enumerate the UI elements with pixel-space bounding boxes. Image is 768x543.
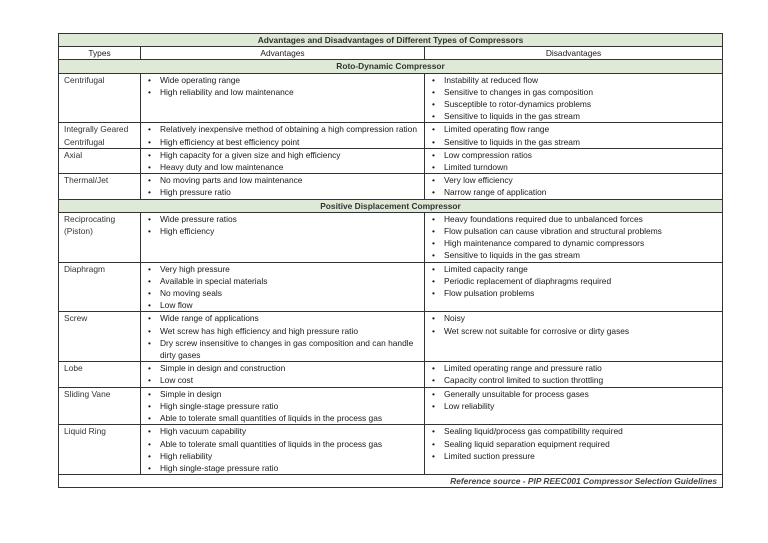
- advantage-item: • Able to tolerate small quantities of liquids in the process gas: [146, 438, 419, 450]
- table-row: [59, 262, 723, 312]
- compressor-type: Liquid Ring: [59, 425, 141, 475]
- disadvantage-item: • Sealing liquid/process gas compatibility required: [430, 425, 717, 437]
- compressor-type: Sliding Vane: [59, 387, 141, 425]
- footer-row: [59, 475, 723, 488]
- advantage-item: • High single-stage pressure ratio: [146, 462, 419, 474]
- advantages-cell: [141, 262, 425, 312]
- advantages-list: [146, 425, 419, 474]
- disadvantages-list: [430, 362, 717, 386]
- compressor-type: Reciprocating (Piston): [59, 212, 141, 262]
- disadvantages-cell: [425, 262, 723, 312]
- advantages-list: [146, 213, 419, 237]
- advantage-item: • High single-stage pressure ratio: [146, 400, 419, 412]
- disadvantage-item: • Limited operating range and pressure ratio: [430, 362, 717, 374]
- disadvantage-item: • Limited operating flow range: [430, 123, 717, 135]
- advantages-cell: [141, 212, 425, 262]
- compressor-type: Lobe: [59, 362, 141, 387]
- disadvantage-item: • Wet screw not suitable for corrosive or dirty gases: [430, 325, 717, 337]
- disadvantage-item: • Sensitive to liquids in the gas stream: [430, 249, 717, 261]
- disadvantages-list: [430, 123, 717, 147]
- disadvantages-cell: [425, 362, 723, 387]
- disadvantage-item: • Instability at reduced flow: [430, 74, 717, 86]
- advantages-cell: [141, 362, 425, 387]
- advantage-item: • No moving seals: [146, 287, 419, 299]
- reference-source: Reference source - PIP REEC001 Compressor Selection Guidelines: [59, 475, 723, 488]
- advantage-item: • High pressure ratio: [146, 186, 419, 198]
- section-row: [59, 60, 723, 73]
- table-row: [59, 425, 723, 475]
- table-row: [59, 148, 723, 173]
- advantage-item: • Wet screw has high efficiency and high pressure ratio: [146, 325, 419, 337]
- compressor-type: Integrally Geared Centrifugal: [59, 123, 141, 148]
- advantages-list: [146, 263, 419, 312]
- disadvantages-cell: [425, 212, 723, 262]
- advantage-item: • Wide operating range: [146, 74, 419, 86]
- section-title: Positive Displacement Compressor: [59, 199, 723, 212]
- disadvantage-item: • Heavy foundations required due to unbalanced forces: [430, 213, 717, 225]
- disadvantages-list: [430, 388, 717, 412]
- disadvantages-list: [430, 425, 717, 462]
- advantages-list: [146, 74, 419, 98]
- compressor-type: Centrifugal: [59, 73, 141, 123]
- disadvantage-item: • Susceptible to rotor-dynamics problems: [430, 98, 717, 110]
- disadvantages-list: [430, 74, 717, 123]
- advantage-item: • Simple in design and construction: [146, 362, 419, 374]
- advantage-item: • High capacity for a given size and high efficiency: [146, 149, 419, 161]
- table-row: [59, 312, 723, 362]
- disadvantages-list: [430, 213, 717, 262]
- disadvantage-item: • Generally unsuitable for process gases: [430, 388, 717, 400]
- disadvantage-item: • Sensitive to liquids in the gas stream: [430, 136, 717, 148]
- disadvantages-cell: [425, 73, 723, 123]
- disadvantage-item: • Narrow range of application: [430, 186, 717, 198]
- disadvantage-item: • Sensitive to liquids in the gas stream: [430, 110, 717, 122]
- advantage-item: • Able to tolerate small quantities of liquids in the process gas: [146, 412, 419, 424]
- compressor-type: Screw: [59, 312, 141, 362]
- disadvantage-item: • Limited suction pressure: [430, 450, 717, 462]
- advantage-item: • Wide range of applications: [146, 312, 419, 324]
- advantage-item: • High efficiency: [146, 225, 419, 237]
- compressor-type: Diaphragm: [59, 262, 141, 312]
- advantages-list: [146, 362, 419, 386]
- comparison-sheet: [58, 33, 722, 488]
- disadvantages-cell: [425, 148, 723, 173]
- advantage-item: • High reliability: [146, 450, 419, 462]
- advantages-list: [146, 123, 419, 147]
- compressor-type: Axial: [59, 148, 141, 173]
- disadvantage-item: • Very low efficiency: [430, 174, 717, 186]
- advantage-item: • Available in special materials: [146, 275, 419, 287]
- advantages-cell: [141, 387, 425, 425]
- disadvantages-cell: [425, 123, 723, 148]
- table-row: [59, 212, 723, 262]
- disadvantage-item: • Periodic replacement of diaphragms required: [430, 275, 717, 287]
- disadvantage-item: • High maintenance compared to dynamic compressors: [430, 237, 717, 249]
- disadvantages-cell: [425, 312, 723, 362]
- table-title: Advantages and Disadvantages of Different Types of Compressors: [59, 34, 723, 47]
- advantages-cell: [141, 148, 425, 173]
- column-header-advantages: Advantages: [141, 47, 425, 60]
- disadvantage-item: • Limited turndown: [430, 161, 717, 173]
- disadvantage-item: • Limited capacity range: [430, 263, 717, 275]
- disadvantage-item: • Capacity control limited to suction throttling: [430, 374, 717, 386]
- advantage-item: • No moving parts and low maintenance: [146, 174, 419, 186]
- advantage-item: • Very high pressure: [146, 263, 419, 275]
- advantages-cell: [141, 174, 425, 199]
- advantages-cell: [141, 425, 425, 475]
- disadvantage-item: • Low reliability: [430, 400, 717, 412]
- advantage-item: • Simple in design: [146, 388, 419, 400]
- section-title: Roto-Dynamic Compressor: [59, 60, 723, 73]
- disadvantages-list: [430, 174, 717, 198]
- disadvantage-item: • Sensitive to changes in gas composition: [430, 86, 717, 98]
- table-row: [59, 174, 723, 199]
- table-row: [59, 387, 723, 425]
- column-header-disadvantages: Disadvantages: [425, 47, 723, 60]
- compressor-type: Thermal/Jet: [59, 174, 141, 199]
- compressor-table: [58, 33, 723, 488]
- disadvantages-list: [430, 312, 717, 336]
- advantage-item: • Low cost: [146, 374, 419, 386]
- advantage-item: • Dry screw insensitive to changes in gas composition and can handle dirty gases: [146, 337, 419, 361]
- column-header-types: Types: [59, 47, 141, 60]
- advantage-item: • High efficiency at best efficiency point: [146, 136, 419, 148]
- advantages-list: [146, 174, 419, 198]
- disadvantage-item: • Flow pulsation can cause vibration and structural problems: [430, 225, 717, 237]
- advantages-list: [146, 312, 419, 361]
- disadvantages-cell: [425, 174, 723, 199]
- advantage-item: • Wide pressure ratios: [146, 213, 419, 225]
- advantage-item: • High reliability and low maintenance: [146, 86, 419, 98]
- disadvantages-cell: [425, 387, 723, 425]
- disadvantage-item: • Sealing liquid separation equipment required: [430, 438, 717, 450]
- section-row: [59, 199, 723, 212]
- disadvantages-cell: [425, 425, 723, 475]
- disadvantages-list: [430, 149, 717, 173]
- advantage-item: • Heavy duty and low maintenance: [146, 161, 419, 173]
- advantages-cell: [141, 73, 425, 123]
- disadvantage-item: • Noisy: [430, 312, 717, 324]
- disadvantage-item: • Flow pulsation problems: [430, 287, 717, 299]
- table-row: [59, 73, 723, 123]
- advantage-item: • Low flow: [146, 299, 419, 311]
- advantage-item: • Relatively inexpensive method of obtaining a high compression ration: [146, 123, 419, 135]
- advantage-item: • High vacuum capability: [146, 425, 419, 437]
- advantages-list: [146, 388, 419, 425]
- table-row: [59, 362, 723, 387]
- advantages-list: [146, 149, 419, 173]
- disadvantage-item: • Low compression ratios: [430, 149, 717, 161]
- advantages-cell: [141, 123, 425, 148]
- advantages-cell: [141, 312, 425, 362]
- table-row: [59, 123, 723, 148]
- disadvantages-list: [430, 263, 717, 300]
